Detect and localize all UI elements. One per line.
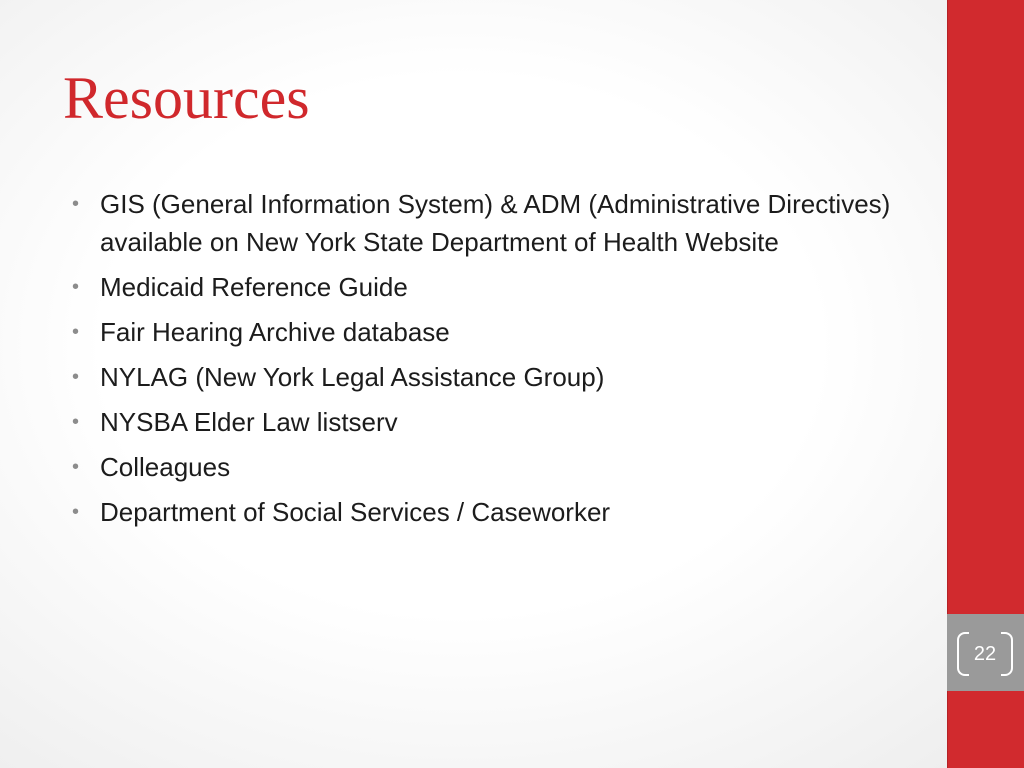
bullet-text: Colleagues — [100, 451, 231, 482]
bullet-text: GIS (General Information System) & ADM (Administrative Directives) available on New York State Department of Health Website — [100, 189, 891, 257]
bullet-item-gis-adm — [72, 186, 902, 261]
bullet-item-nysba — [72, 404, 902, 442]
bullet-item-nylag — [72, 359, 902, 397]
bullet-item-colleagues — [72, 449, 902, 487]
page-number: 22 — [973, 643, 997, 665]
bullet-text: NYLAG (New York Legal Assistance Group) — [100, 361, 605, 392]
bullet-list — [72, 186, 902, 539]
bullet-text: Department of Social Services / Caseworker — [100, 496, 611, 527]
bullet-dot-icon: • — [72, 410, 80, 433]
bullet-dot-icon: • — [72, 365, 80, 388]
bullet-text: Fair Hearing Archive database — [100, 316, 450, 347]
bullet-text: Medicaid Reference Guide — [100, 271, 408, 302]
slide-title: Resources — [63, 65, 310, 131]
bullet-item-dss — [72, 494, 902, 532]
bullet-item-fair-hearing — [72, 314, 902, 352]
bullet-dot-icon: • — [72, 455, 80, 478]
page-number-frame — [957, 632, 1013, 674]
bullet-item-medicaid-guide — [72, 269, 902, 307]
page-number-box — [947, 614, 1024, 691]
bullet-dot-icon: • — [72, 320, 80, 343]
bullet-dot-icon: • — [72, 500, 80, 523]
bullet-text: NYSBA Elder Law listserv — [100, 406, 398, 437]
bullet-dot-icon: • — [72, 193, 80, 215]
bullet-dot-icon: • — [72, 275, 80, 298]
